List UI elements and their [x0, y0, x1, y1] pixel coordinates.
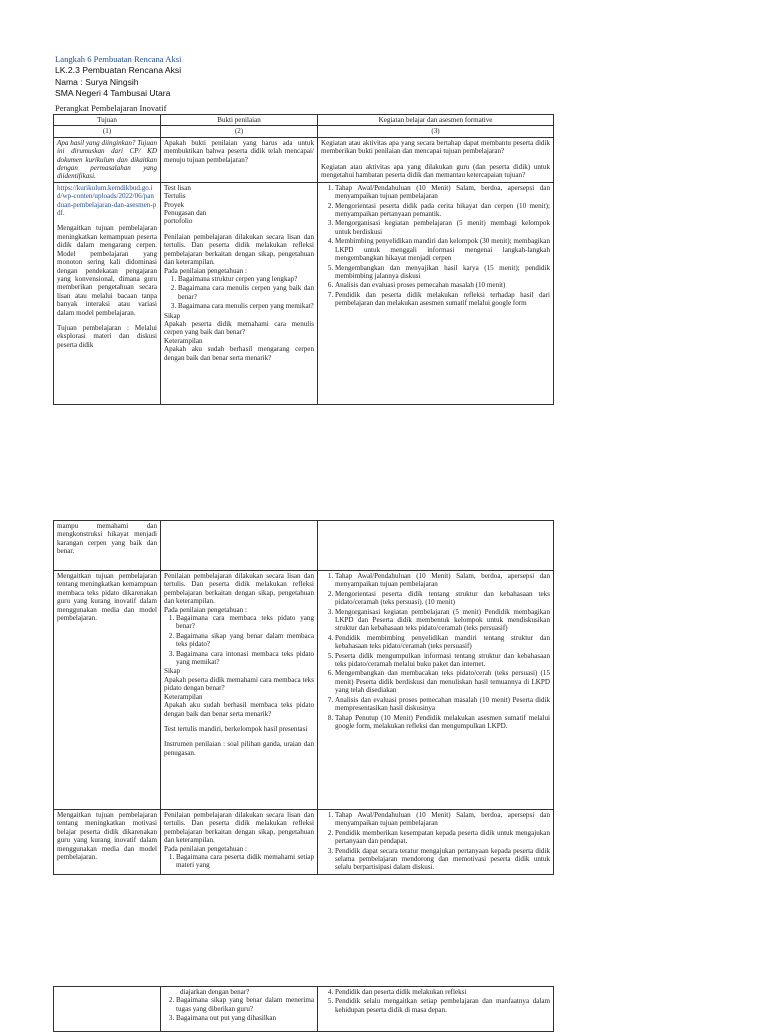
table-row: [54, 987, 554, 1032]
list-item: 1. Bagaimana cara membaca teks pidato yang benar?: [176, 614, 314, 631]
table-row: [54, 137, 554, 182]
activity-list: [321, 184, 550, 308]
header-bukti-penilaian: Bukti penilaian: [161, 115, 318, 126]
bukti-paragraph: Pada penilaian pengetahuan :: [164, 844, 247, 853]
table-row: [54, 810, 554, 875]
cell-tujuan-continued: mampu memahami dan mengkonstruksi hikayat menjadi karangan cerpen yang baik dan benar.: [54, 521, 161, 571]
list-item: 3. Bagaimana cara menulis cerpen yang memikat?: [178, 302, 314, 310]
list-item: 2. Mengorientasi peserta didik tentang struktur dan kebahasaan teks pidato/ceramah (teks persuasi). (10 menit): [335, 590, 550, 607]
bukti-paragraph: Pada penilaian pengetahuan :: [164, 605, 247, 614]
column-number: (1): [54, 126, 161, 137]
worksheet-title: LK.2.3 Pembuatan Rencana Aksi: [55, 65, 182, 76]
column-number: (2): [161, 126, 318, 137]
list-item: 7. Pendidik dan peserta didik melakukan refleksi terhadap hasil dari pembelajaran dan melakukan asesmen sumatif melalui google form: [335, 291, 550, 308]
list-item: 4. Membimbing penyelidikan mandiri dan kelompok (30 menit); membagikan LKPD untuk menggali informasi mengenai langkah-langkah mengembangkan hikayat menjadi cerpen: [335, 237, 550, 262]
list-item: 3. Bagaimana cara intonasi membaca teks pidato yang memikat?: [176, 650, 314, 667]
list-item: 4. Pendidik dan peserta didik melakukan refleksi: [335, 988, 550, 996]
cell-bukti-penilaian: [161, 571, 318, 810]
bukti-paragraph: Penilaian pembelajaran dilakukan secara lisan dan tertulis. Dan peserta didik melakukan refleksi pembelajaran berkaitan dengan sikap, pengetahuan dan keterampilan.: [164, 811, 314, 845]
activity-list: [321, 572, 550, 730]
knowledge-questions: [164, 853, 314, 870]
list-item: 1. Tahap Awal/Pendahuluan (10 Menit) Salam, berdoa, apersepsi dan menyampaikan tujuan pembelajaran: [335, 811, 550, 828]
tujuan-paragraph: Mengaitkan tujuan pembelajaran meningkatkan kemampuan peserta didik dalam mengarang cerpen. Model pembelajaran yang monoton sering kali didominasi dengan pendekatan pengajaran yang konvensional, dimana guru memberikan pengetahuan secara lisan atau melalui bacaan tanpa banyak interaksi atau variasi dalam model pembelajaran.: [57, 224, 157, 317]
cell-empty: [54, 987, 161, 1032]
bukti-paragraph: Penilaian pembelajaran dilakukan secara lisan dan tertulis. Dan peserta didik melakukan refleksi pembelajaran berkaitan dengan sikap, pengetahuan dan keterampilan.: [164, 572, 314, 606]
knowledge-questions: [164, 996, 314, 1022]
bukti-paragraph: Sikap: [164, 667, 181, 676]
column-number: (3): [318, 126, 554, 137]
activity-list: [321, 988, 550, 1014]
list-item: 2. Mengorientasi peserta didik pada cerita hikayat dan cerpen (10 menit); menyampaikan pertanyaan pemantik.: [335, 202, 550, 219]
bukti-paragraph: Keterampilan: [164, 692, 203, 701]
bukti-paragraph: Apakah peserta didik memahami cara menulis cerpen yang baik dan benar?: [164, 319, 314, 337]
cell-bukti-penilaian: [161, 810, 318, 875]
cell-guide-tujuan: Apa hasil yang diinginkan? Tujuan ini dirumuskan dari CP/ KD dokumen kurikulum dan dikaitkan dengan permasalahan yang diidentifikasi.: [54, 137, 161, 182]
list-item: 5. Mengembangkan dan menyajikan hasil karya (15 menit); pendidik membimbing jalannya diskusi: [335, 264, 550, 281]
table-header-row: [54, 115, 554, 126]
cell-bukti-penilaian: [161, 182, 318, 404]
list-item: 5. Peserta didik mengumpulkan informasi tentang struktur dan kebahasaan teks pidato/ceramah melalui buku paket dan internet.: [335, 652, 550, 669]
cell-kegiatan-continued: [318, 987, 554, 1032]
list-item: 2. Bagaimana sikap yang benar dalam menerima tugas yang diberikan guru?: [176, 996, 314, 1013]
knowledge-questions: [164, 614, 314, 666]
assessment-type: Test lisan: [164, 183, 191, 192]
table-row: [54, 521, 554, 571]
list-item: 1. Bagaimana cara peserta didik memahami setiap materi yang: [176, 853, 314, 870]
cell-tujuan: Mengaitkan tujuan pembelajaran tentang meningkatkan kemampuan membaca teks pidato dikarenakan guru yang kurang inovatif dalam menggunakan media dan model pembelajaran.: [54, 571, 161, 810]
guide-paragraph: Kegiatan atau aktivitas apa yang secara bertahap dapat membantu peserta didik memberikan bukti penilaian dan mencapai tujuan pembelajaran?: [321, 138, 550, 156]
bukti-paragraph: Test tertulis mandiri, berkelompok hasil presentasi: [164, 724, 308, 733]
bukti-paragraph: Instrumen penilaian : soal pilihan ganda, uraian dan penugasan.: [164, 740, 314, 757]
page-header: [55, 54, 555, 100]
cell-bukti-continued: [161, 987, 318, 1032]
list-item: 3. Pendidik dapat secara teratur mengajukan pertanyaan kepada peserta didik selama pembelajaran mendorong dan memotivasi peserta didik untuk selalu berpartisipasi dalam diskusi.: [335, 847, 550, 872]
list-item: 1. Tahap Awal/Pendahuluan (10 Menit) Salam, berdoa, apersepsi dan menyampaikan tujuan pembelajaran: [335, 184, 550, 201]
header-kegiatan: Kegiatan belajar dan asesmen formative: [318, 115, 554, 126]
list-item: 6. Analisis dan evaluasi proses pemecahan masalah (10 menit): [335, 281, 550, 289]
cell-empty: [161, 521, 318, 571]
list-item: 3. Mengorganisasi kegiatan pembelajaran (5 menit) membagi kelompok untuk berdiskusi: [335, 219, 550, 236]
activity-list: [321, 811, 550, 872]
step-title: Langkah 6 Pembuatan Rencana Aksi: [55, 54, 182, 64]
assessment-type: Penugasan dan: [164, 209, 207, 218]
list-item: 1. Bagaimana struktur cerpen yang lengkap?: [178, 275, 314, 283]
reference-link[interactable]: https://kurikulum.kemdikbud.go.id/wp-conten/uploads/2022/06/panduan-pembelajaran-dan-asesmen-pdf.: [57, 183, 157, 218]
bukti-paragraph: Apakah peserta didik memahami cara membaca teks pidato dengan benar?: [164, 675, 314, 693]
cell-kegiatan: [318, 810, 554, 875]
cell-guide-kegiatan: [318, 137, 554, 182]
cell-kegiatan: [318, 571, 554, 810]
list-item: 6. Mengembangkan dan membacakan teks pidato/cerah (teks persuasi) (15 menit) Peserta didik berdiskusi dan menuliskan hasil temuannya di LKPD yang telah disediakan: [335, 669, 550, 694]
assessment-type: Tertulis: [164, 192, 186, 201]
school-name: SMA Negeri 4 Tambusai Utara: [55, 88, 171, 99]
assessment-type: Proyek: [164, 200, 185, 209]
document-subtitle: Perangkat Pembelajaran Inovatif: [55, 103, 167, 113]
cell-tujuan: Mengaitkan tujuan pembelajaran tentang meningkatkan motivasi belajar peserta didik dikarenakan guru yang kurang inovatif dalam menggunakan media dan model pembelajaran.: [54, 810, 161, 875]
lesson-plan-table-3: [53, 986, 554, 1032]
cell-kegiatan: [318, 182, 554, 404]
assessment-type: portofolio: [164, 217, 193, 226]
table-row: [54, 571, 554, 810]
list-item: 7. Analisis dan evaluasi proses pemecahan masalah (10 menit) Peserta didik mempresentasikan hasil diskusinya: [335, 696, 550, 713]
table-row: [54, 182, 554, 404]
list-item: 2. Bagaimana cara menulis cerpen yang baik dan benar?: [178, 284, 314, 301]
tujuan-paragraph: Tujuan pembelajaran : Melalui eksplorasi materi dan diskusi peserta didik: [57, 323, 157, 349]
cell-tujuan: [54, 182, 161, 404]
list-item: 5. Pendidik selalu mengaitkan setiap pembelajaran dan manfaatnya dalam kehidupan peserta didik di masa depan.: [335, 997, 550, 1014]
list-item: 4. Pendidik membimbing penyelidikan mandiri tentang struktur dan kebahasaan teks pidato/ceramah (teks persuasif): [335, 634, 550, 651]
bukti-paragraph: Apakah aku sudah berhasil membaca teks pidato dengan baik dan benar serta menarik?: [164, 701, 314, 718]
list-item: 1. Tahap Awal/Pendahuluan (10 Menit) Salam, berdoa, apersepsi dan menyampaikan tujuan pembelajaran: [335, 572, 550, 589]
bukti-paragraph: Sikap: [164, 311, 181, 320]
bukti-paragraph: Pada penilaian pengetahuan :: [164, 266, 247, 275]
cell-guide-bukti: Apakah bukti penilaian yang harus ada untuk membuktikan bahwa peserta didik telah mencapai/ menuju tujuan pembelajaran?: [161, 137, 318, 182]
bukti-paragraph: Keterampilan: [164, 336, 203, 345]
guide-paragraph: Kegiatan atau aktivitas apa yang dilakukan guru (dan peserta didik) untuk mengetahui hambatan peserta didik dan memantau ketercapaian tujuan?: [321, 162, 550, 180]
list-item: 3. Mengorganisasi kegiatan pembelajaran (5 menit) Pendidik membagikan LKPD dan Peserta didik membentuk kelompok untuk mendiskusikan struktur dan kebahasaan teks pidato/ceramah (teks persuasif): [335, 608, 550, 633]
cell-empty: [318, 521, 554, 571]
list-item: 2. Bagaimana sikap yang benar dalam membaca teks pidato?: [176, 632, 314, 649]
author-name: Nama : Surya Ningsih: [55, 76, 139, 87]
knowledge-questions: [164, 275, 314, 311]
list-item: 8. Tahap Penutup (10 Menit) Pendidik melakukan asesmen sumatif melalui google form, melakukan refleksi dan mengumpulkan LKPD.: [335, 714, 550, 731]
bukti-paragraph: diajarkan dengan benar?: [180, 988, 250, 996]
lesson-plan-table-1: [53, 114, 554, 405]
list-item: 2. Pendidik memberikan kesempatan kepada peserta didik untuk mengajukan pertanyaan dan pendapat.: [335, 829, 550, 846]
list-item: 3. Bagaimana out put yang dihasilkan: [176, 1014, 314, 1022]
lesson-plan-table-2: [53, 520, 554, 875]
bukti-paragraph: Penilaian pembelajaran dilakukan secara lisan dan tertulis. Dan peserta didik melakukan refleksi pembelajaran berkaitan dengan sikap, pengetahuan dan keterampilan.: [164, 232, 314, 267]
header-tujuan: Tujuan: [54, 115, 161, 126]
table-number-row: [54, 126, 554, 137]
bukti-paragraph: Apakah aku sudah berhasil mengarang cerpen dengan baik dan benar serta menarik?: [164, 345, 314, 362]
